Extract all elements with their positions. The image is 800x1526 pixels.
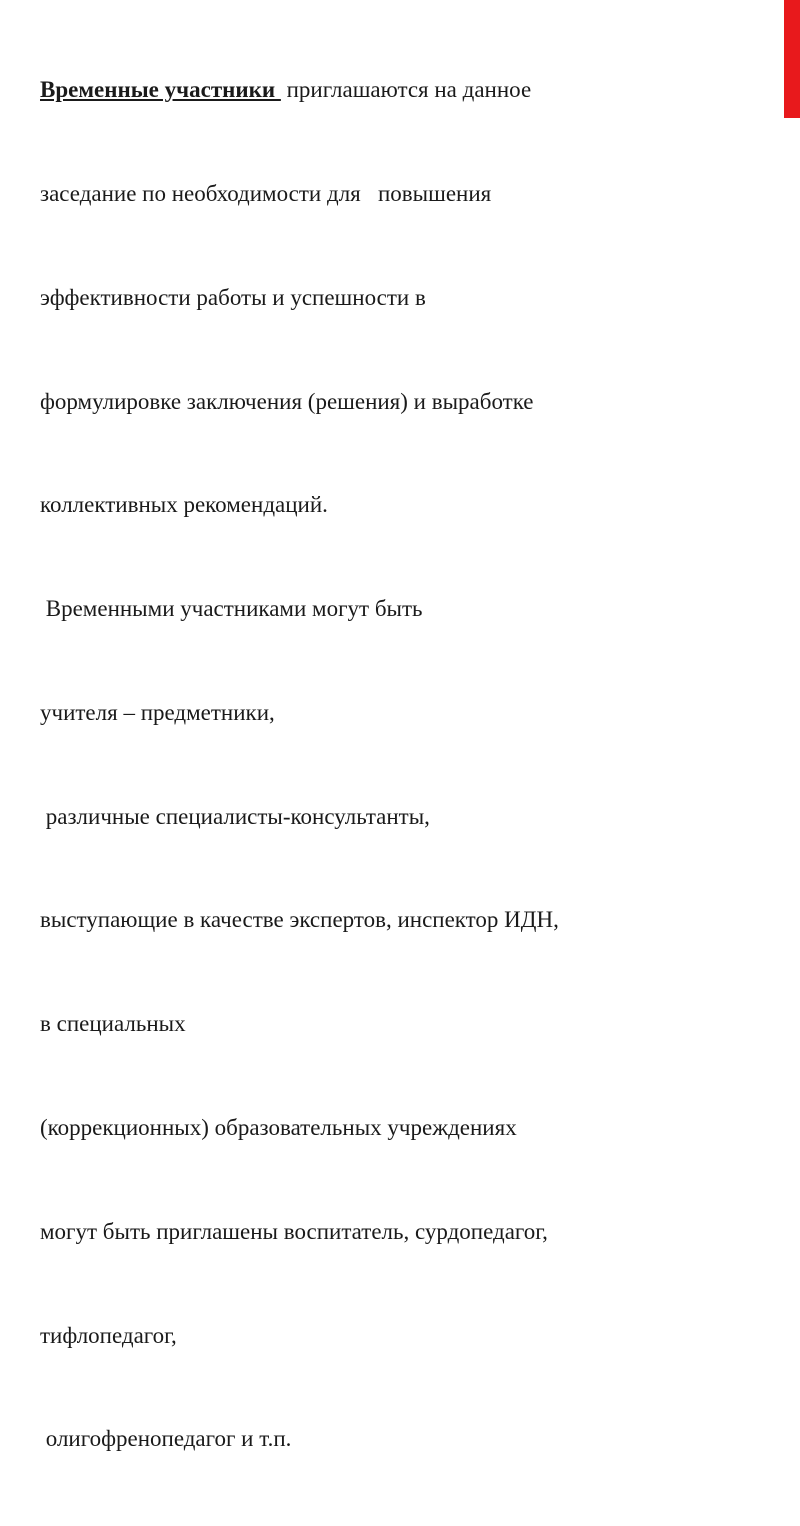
text-line: коллективных рекомендаций. [40,492,328,518]
highlighted-term: Временные участники [40,77,281,103]
text-line: тифлопедагог, [40,1322,177,1348]
text-line: (коррекционных) образовательных учреждениях [40,1115,517,1140]
slide-body-text [40,4,760,1526]
text-line: учителя – предметники, [40,699,275,725]
text-line [40,73,760,108]
text-line: различные специалисты-консультанты, [40,803,430,829]
text-fragment: приглашаются на данное [280,77,532,103]
text-line: формулировке заключения (решения) и выработке [40,388,534,414]
text-line: заседание по необходимости для повышения [40,180,492,206]
text-line: Временными участниками могут быть [40,596,423,622]
text-line: могут быть приглашены воспитатель, сурдопедагог, [40,1218,548,1244]
text-line: выступающие в качестве экспертов, инспектор ИДН, [40,907,559,933]
text-line: в специальных [40,1011,186,1037]
text-line: эффективности работы и успешности в [40,284,426,310]
text-line: олигофренопедагог и т.п. [40,1426,292,1452]
accent-bar [784,0,800,118]
